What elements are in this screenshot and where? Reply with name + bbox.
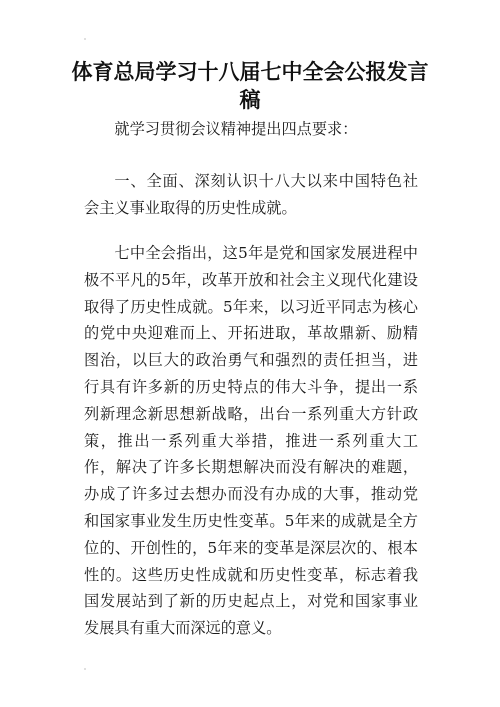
body-paragraph: 七中全会指出，这5年是党和国家发展进程中极不平凡的5年，改革开放和社会主义现代化建设取得了历史性成就。5年来，以习近平同志为核心的党中央迎难而上、开拓进取，革故鼎新、励精图治，以巨大的政治勇气和强烈的责任担当，进行具有许多新的历史特点的伟大斗争，提出一系列新理念新思想新战略，出台一系列重大方针政策，推出一系列重大举措，推进一系列重大工作，解决了许多长期想解决而没有解决的难题，办成了许多过去想办而没有办成的大事，推动党和国家事业发生历史性变革。5年来的成就是全方位的、开创性的，5年来的变革是深层次的、根本性的。这些历史性成就和历史性变革，标志着我国发展站到了新的历史起点上，对党和国家事业发展具有重大而深远的意义。 — [84, 244, 418, 638]
intro-paragraph: 就学习贯彻会议精神提出四点要求： — [114, 120, 358, 138]
scan-speck — [84, 38, 86, 40]
document-title: 体育总局学习十八届七中全会公报发言稿 — [71, 60, 429, 112]
point-one-heading: 一、全面、深刻认识十八大以来中国特色社会主义事业取得的历史性成就。 — [84, 172, 418, 217]
scan-speck — [84, 668, 86, 670]
